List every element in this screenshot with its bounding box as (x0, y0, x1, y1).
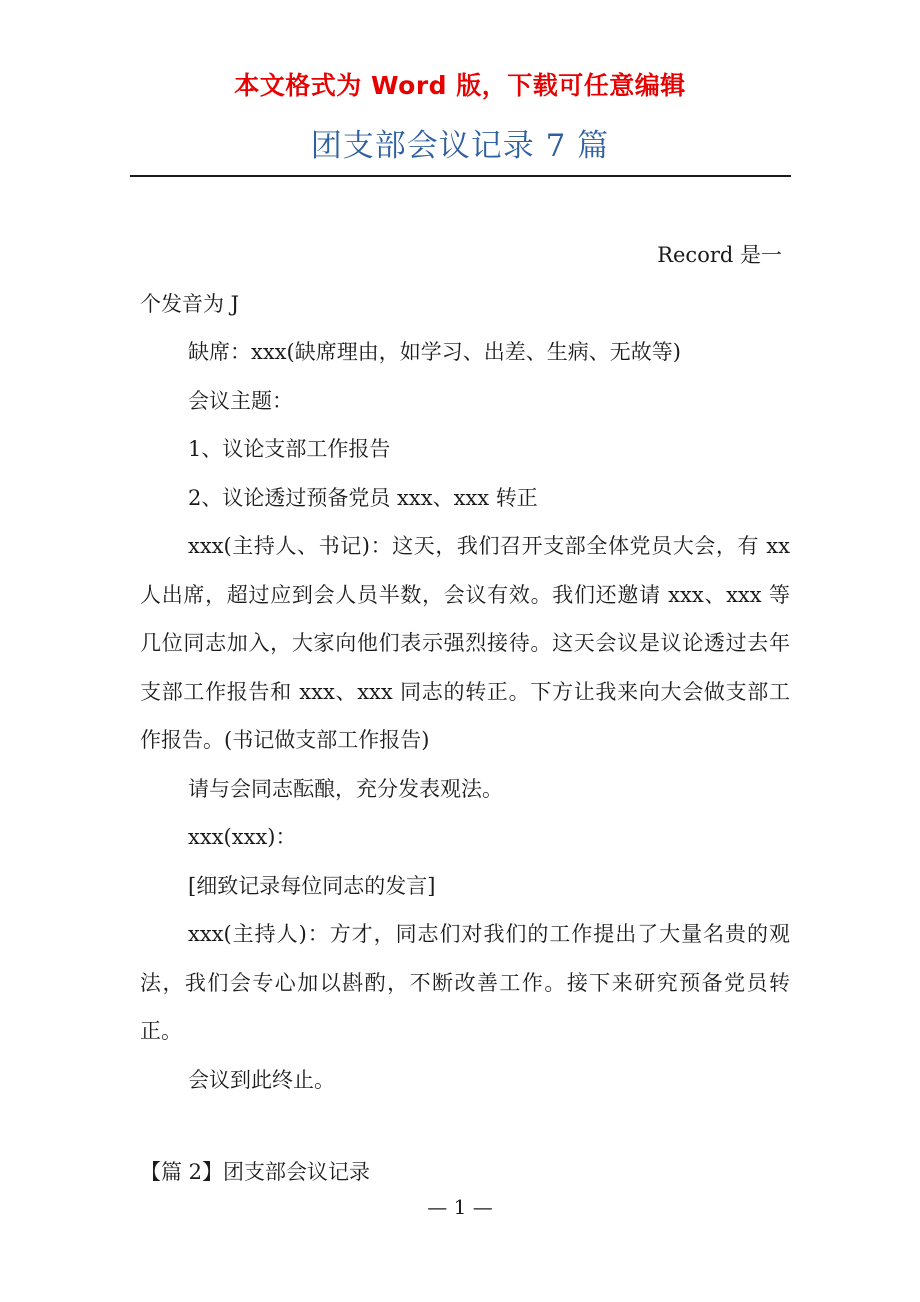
speaker-line: xxx(xxx)： (188, 825, 297, 849)
topic-item-2: 2、议论透过预备党员 xxx、xxx 转正 (188, 485, 538, 510)
paragraph-spacer (140, 1104, 790, 1148)
body-line: 个发音为 J (140, 291, 240, 316)
body-line: 请与会同志酝酿，充分发表观法。 (188, 776, 503, 801)
speech-note: [细致记录每位同志的发言] (188, 873, 436, 898)
topic-item-1: 1、议论支部工作报告 (188, 437, 391, 461)
meeting-topic-heading: 会议主题： (188, 388, 293, 413)
title-divider (130, 175, 791, 177)
document-body (140, 231, 790, 1197)
page-number: — 1 — (427, 1195, 493, 1219)
body-line: Record 是一 (657, 243, 782, 267)
host-closing-paragraph: xxx(主持人)：方才，同志们对我们的工作提出了大量名贵的观法，我们会专心加以斟酌，不断改善工作。接下来研究预备党员转正。 (140, 922, 790, 1043)
host-opening-paragraph: xxx(主持人、书记)：这天，我们召开支部全体党员大会，有 xx 人出席，超过应到会人员半数，会议有效。我们还邀请 xxx、xxx 等几位同志加入，大家向他们表示强烈接待。这天会议是议论透过去年支部工作报告和 xxx、xxx 同志的转正。下方让我来向大会做支部工作报告。(书记做支部工作报告) (140, 534, 790, 752)
document-title: 团支部会议记录 7 篇 (310, 128, 610, 164)
absence-line: 缺席：xxx(缺席理由，如学习、出差、生病、无故等) (188, 340, 681, 364)
section-heading: 【篇 2】团支部会议记录 (140, 1160, 371, 1184)
download-notice: 本文格式为 Word 版，下载可任意编辑 (234, 71, 686, 100)
meeting-end-line: 会议到此终止。 (188, 1067, 335, 1092)
